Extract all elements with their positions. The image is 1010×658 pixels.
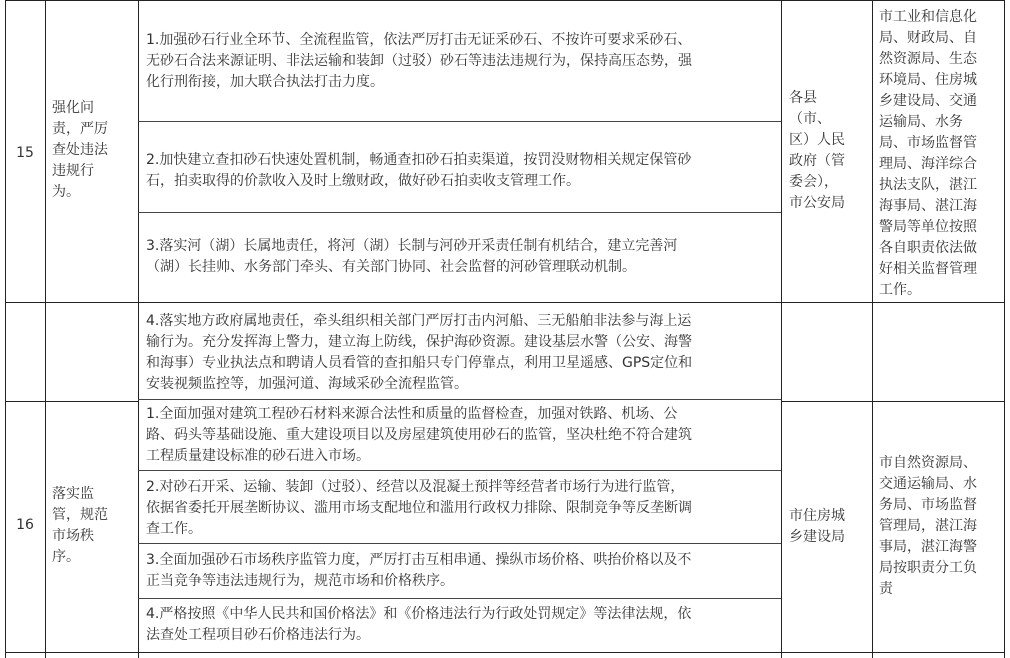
col-border-right — [1004, 0, 1005, 658]
measure-text: 2.加快建立查扣砂石快速处置机制，畅通查扣砂石拍卖渠道，按罚没财物相关规定保管砂 石，拍卖取得的价款收入及时上缴财政，做好砂石拍卖收支管理工作。 — [146, 152, 692, 189]
row-number: 15 — [16, 145, 34, 161]
measure-text: 4.严格按照《中华人民共和国价格法》和《价格违法行为行政处罚规定》等法律法规，依 法查处工程项目砂石价格违法行为。 — [146, 606, 692, 643]
lead-department: 市住房城 乡建设局 — [789, 508, 845, 545]
measure-text: 1.全面加强对建筑工程砂石材料来源合法性和质量的监督检查，加强对铁路、机场、公 路、码头等基础设施、重大建设项目以及房屋建筑使用砂石的监管，坚决杜绝不符合建筑 工程质量建设标准的砂石进入市场。 — [146, 406, 692, 464]
measure-separator — [138, 121, 781, 122]
row-separator — [5, 302, 1005, 303]
support-departments: 市工业和信息化 局、财政局、自 然资源局、生态 环境局、住房城 乡建设局、交通 运输局、水务 局、市场监督管 理局、海洋综合 执法支队，湛江 海事局、湛江海 警局等单位按照 各自职责依法做 好相关监督管理 工作。 — [879, 9, 977, 298]
measure-separator — [138, 470, 781, 471]
measure-separator — [138, 543, 781, 544]
table-top-border — [5, 0, 1005, 1]
measure-separator — [138, 399, 781, 400]
measure-separator — [138, 598, 781, 599]
col-border-left — [5, 0, 6, 658]
col-border-category — [138, 0, 139, 658]
support-departments: 市自然资源局、 交通运输局、水 务局、市场监督 管理局，湛江海 事局，湛江海警 局按职责分工负 责 — [879, 455, 977, 597]
col-border-lead — [872, 0, 873, 658]
measure-separator — [138, 212, 781, 213]
table-bottom-border — [5, 652, 1005, 653]
row-category: 强化问 责，严厉 查处违法 违规行 为。 — [52, 100, 108, 200]
measure-text: 1.加强砂石行业全环节、全流程监管，依法严厉打击无证采砂石、不按许可要求采砂石、 无砂石合法来源证明、非法运输和装卸（过驳）砂石等违法违规行为，保持高压态势，强 化行刑衔接，加大联合执法打击力度。 — [146, 32, 692, 90]
measure-text: 4.落实地方政府属地责任，牵头组织相关部门严厉打击内河船、三无船舶非法参与海上运 输行为。充分发挥海上警力，建立海上防线，保护海砂资源。建设基层水警（公安、海警 和海事）专业执法点和聘请人员看管的查扣船只专门停靠点，利用卫星遥感、GPS定位和 安装视频监控等，加强河道、海域采砂全流程监管。 — [146, 313, 693, 392]
measure-text: 3.全面加强砂石市场秩序监管力度，严厉打击互相串通、操纵市场价格、哄抬价格以及不 正当竞争等违法违规行为，规范市场和价格秩序。 — [146, 552, 692, 589]
row-separator — [781, 401, 1005, 402]
measure-text: 3.落实河（湖）长属地责任，将河（湖）长制与河砂开采责任制有机结合，建立完善河 （湖）长挂帅、水务部门牵头、有关部门协同、社会监督的河砂管理联动机制。 — [146, 238, 678, 275]
measure-text: 2.对砂石开采、运输、装卸（过驳）、经营以及混凝土预拌等经营者市场行为进行监管， 依据省委托开展垄断协议、滥用市场支配地位和滥用行政权力排除、限制竞争等反垄断调 查工作。 — [146, 479, 692, 537]
col-border-number — [45, 0, 46, 658]
col-border-measures — [781, 0, 782, 658]
lead-department: 各县 （市、 区）人民 政府（管 委会）， 市公安局 — [789, 90, 845, 211]
row-separator — [5, 401, 139, 402]
row-category: 落实监 管，规范 市场秩 序。 — [52, 486, 108, 565]
row-number: 16 — [16, 517, 34, 533]
